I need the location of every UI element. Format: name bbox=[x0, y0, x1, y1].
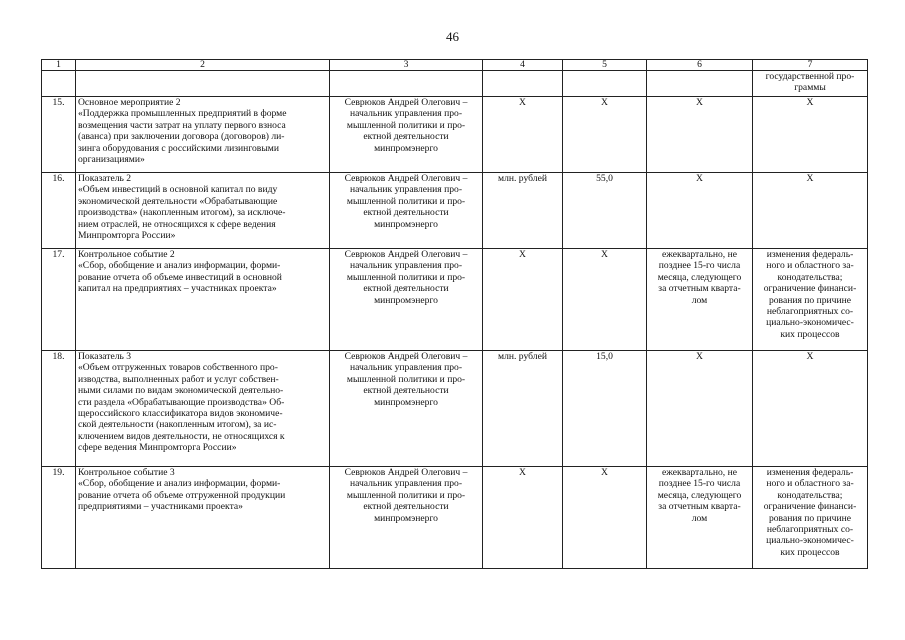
target-value: Х bbox=[563, 249, 647, 351]
column-header: 7 bbox=[753, 60, 868, 71]
item-name: Основное мероприятие 2 «Поддержка промышленных предприятий в форме возмещения части затрат на уплату первого взноса (аванса) при заключении договора (договоров) ли- зинга оборудования с российскими лизинговыми организациями» bbox=[76, 97, 330, 173]
target-value: 55,0 bbox=[563, 173, 647, 249]
column-header: 4 bbox=[483, 60, 563, 71]
table-row bbox=[42, 97, 868, 173]
table-row bbox=[42, 351, 868, 467]
risks: Х bbox=[753, 351, 868, 467]
responsible-person: Севрюков Андрей Олегович – начальник управления про- мышленной политики и про- ектной деятельности минпромэнерго bbox=[330, 97, 483, 173]
table-row bbox=[42, 249, 868, 351]
deadline bbox=[647, 71, 753, 97]
row-number bbox=[42, 71, 76, 97]
deadline: Х bbox=[647, 97, 753, 173]
responsible-person: Севрюков Андрей Олегович – начальник управления про- мышленной политики и про- ектной деятельности минпромэнерго bbox=[330, 467, 483, 569]
responsible-person: Севрюков Андрей Олегович – начальник управления про- мышленной политики и про- ектной деятельности минпромэнерго bbox=[330, 249, 483, 351]
unit-of-measure: млн. рублей bbox=[483, 173, 563, 249]
unit-of-measure bbox=[483, 71, 563, 97]
risks: государственной про- граммы bbox=[753, 71, 868, 97]
table-row bbox=[42, 467, 868, 569]
column-header: 5 bbox=[563, 60, 647, 71]
row-number: 15. bbox=[42, 97, 76, 173]
unit-of-measure: Х bbox=[483, 97, 563, 173]
responsible-person: Севрюков Андрей Олегович – начальник управления про- мышленной политики и про- ектной деятельности минпромэнерго bbox=[330, 351, 483, 467]
table-row bbox=[42, 71, 868, 97]
target-value: Х bbox=[563, 467, 647, 569]
item-name: Показатель 3 «Объем отгруженных товаров собственного про- изводства, выполненных работ и услуг собствен- ными силами по видам экономической деятельно- сти раздела «Обрабатывающие производства» Об- щероссийского классификатора видов экономиче- ской деятельности (накопленным итогом), за ис- ключением видов деятельности, не относящихся к сфере ведения Минпромторга России» bbox=[76, 351, 330, 467]
target-value: 15,0 bbox=[563, 351, 647, 467]
row-number: 16. bbox=[42, 173, 76, 249]
row-number: 18. bbox=[42, 351, 76, 467]
risks: изменения федераль- ного и областного за- конодательства; ограничение финанси- рования по причине неблагоприятных со- циально-экономичес- ких процессов bbox=[753, 467, 868, 569]
column-header: 1 bbox=[42, 60, 76, 71]
column-header: 6 bbox=[647, 60, 753, 71]
responsible-person: Севрюков Андрей Олегович – начальник управления про- мышленной политики и про- ектной деятельности минпромэнерго bbox=[330, 173, 483, 249]
column-header: 3 bbox=[330, 60, 483, 71]
table-row bbox=[42, 173, 868, 249]
target-value bbox=[563, 71, 647, 97]
item-name bbox=[76, 71, 330, 97]
plan-table bbox=[41, 59, 868, 569]
item-name: Контрольное событие 3 «Сбор, обобщение и анализ информации, форми- рование отчета об объеме отгруженной продукции предприятиями – участниками проекта» bbox=[76, 467, 330, 569]
header-row bbox=[42, 60, 868, 71]
risks: Х bbox=[753, 173, 868, 249]
page-number: 46 bbox=[446, 29, 459, 44]
deadline: ежеквартально, не позднее 15-го числа месяца, следующего за отчетным кварта- лом bbox=[647, 467, 753, 569]
unit-of-measure: млн. рублей bbox=[483, 351, 563, 467]
item-name: Показатель 2 «Объем инвестиций в основной капитал по виду экономической деятельности «Обрабатывающие производства» (накопленным итогом), за исключе- нием отраслей, не относящихся к сфере ведения Минпромторга России» bbox=[76, 173, 330, 249]
unit-of-measure: Х bbox=[483, 467, 563, 569]
risks: Х bbox=[753, 97, 868, 173]
row-number: 17. bbox=[42, 249, 76, 351]
responsible-person bbox=[330, 71, 483, 97]
item-name: Контрольное событие 2 «Сбор, обобщение и анализ информации, форми- рование отчета об объеме инвестиций в основной капитал на предприятиях – участниках проекта» bbox=[76, 249, 330, 351]
risks: изменения федераль- ного и областного за- конодательства; ограничение финанси- рования по причине неблагоприятных со- циально-экономичес- ких процессов bbox=[753, 249, 868, 351]
column-header: 2 bbox=[76, 60, 330, 71]
deadline: Х bbox=[647, 173, 753, 249]
row-number: 19. bbox=[42, 467, 76, 569]
deadline: ежеквартально, не позднее 15-го числа месяца, следующего за отчетным кварта- лом bbox=[647, 249, 753, 351]
deadline: Х bbox=[647, 351, 753, 467]
target-value: Х bbox=[563, 97, 647, 173]
unit-of-measure: Х bbox=[483, 249, 563, 351]
